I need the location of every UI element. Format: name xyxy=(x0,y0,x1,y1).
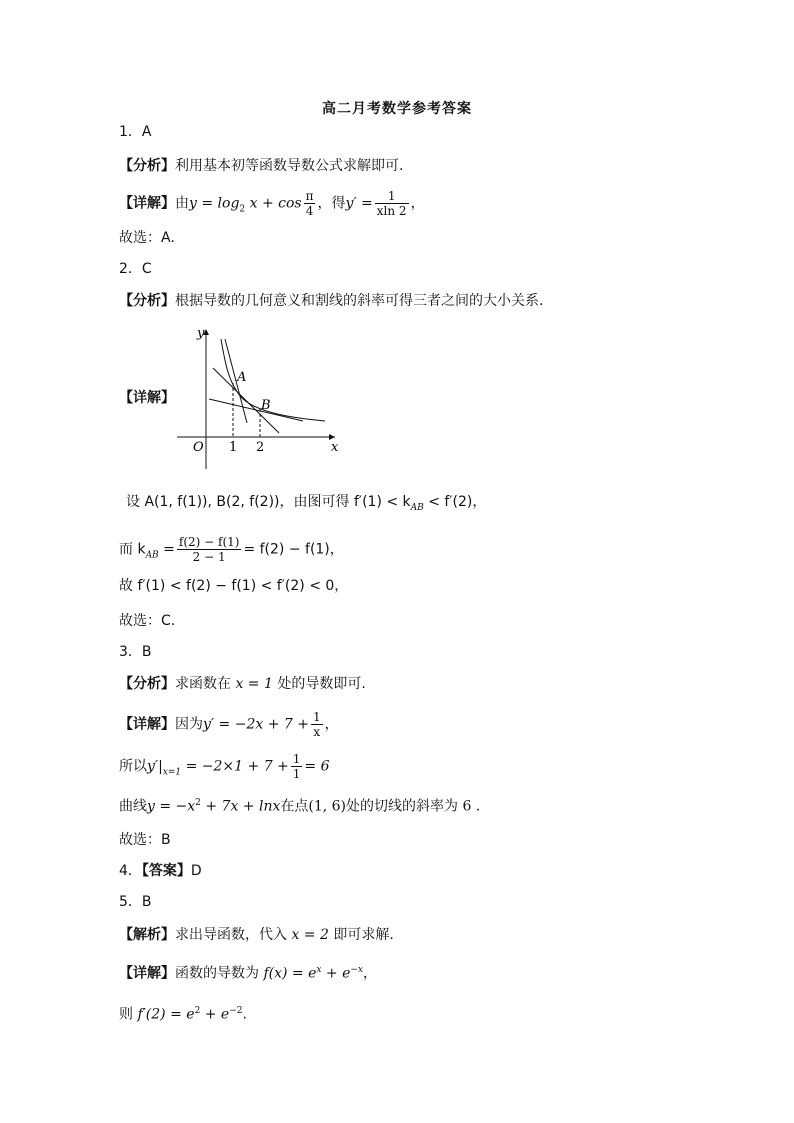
q3-detail-line3 xyxy=(119,793,480,817)
curve-equation-rest: + 7x + lnx xyxy=(200,798,281,815)
answer-value: D xyxy=(190,863,202,879)
line-suffix: 处的切线的斜率为 xyxy=(346,798,459,815)
detail-end: ， xyxy=(410,195,425,212)
q2-number: 2．C xyxy=(119,261,152,277)
derivative-y: y′ = xyxy=(345,195,373,212)
exponent: −x xyxy=(350,965,363,975)
analysis-tag: 【分析】 xyxy=(119,676,175,692)
exponent: −2 xyxy=(229,1006,243,1016)
evaluation-equation: f′(2) = e xyxy=(133,1006,195,1023)
line-end: . xyxy=(242,1006,247,1023)
analysis-suffix: 即可求解. xyxy=(333,927,394,943)
one-over-one-fraction xyxy=(291,752,303,781)
exponent: x xyxy=(316,965,322,975)
derivative-equation: y′ = −2x + 7 + xyxy=(203,716,309,733)
line-prefix: 而 k xyxy=(119,541,146,558)
fraction-numerator: π xyxy=(305,189,314,203)
detail-prefix: 因为 xyxy=(175,716,203,733)
analysis-tag: 【解析】 xyxy=(119,927,175,943)
q4-line xyxy=(119,861,202,881)
q3-detail xyxy=(119,710,339,739)
q3-analysis xyxy=(119,674,366,694)
q2-detail-line1 xyxy=(126,492,486,518)
tick-label-2: 2 xyxy=(256,440,265,455)
fraction-denominator: x xyxy=(313,725,321,739)
q3-detail-line2 xyxy=(119,752,330,782)
equation-middle: + e xyxy=(321,965,351,982)
k-subscript: AB xyxy=(410,502,424,513)
fraction-denominator: 2 − 1 xyxy=(192,550,226,564)
detail-end: ， xyxy=(324,716,339,733)
q5-analysis xyxy=(119,925,394,945)
q5-number: 5．B xyxy=(119,894,152,910)
q2-detail-tag xyxy=(119,388,175,408)
equation-x: x + cos xyxy=(245,195,302,212)
pi-over-4-fraction xyxy=(304,189,316,218)
line-prefix: 则 xyxy=(119,1006,133,1023)
detail-prefix: 函数的导数为 xyxy=(175,965,259,982)
line-end: = f(2) − f(1)， xyxy=(243,541,344,558)
point-coordinates: (1, 6) xyxy=(308,798,347,815)
analysis-tag: 【分析】 xyxy=(119,158,175,174)
q3-answer: 故选：B xyxy=(119,832,171,848)
curve-equation: y = −x xyxy=(147,798,196,815)
q2-detail-line2 xyxy=(119,535,344,565)
detail-tag: 【详解】 xyxy=(119,195,175,212)
analysis-suffix: 处的导数即可. xyxy=(277,676,366,692)
fraction-numerator: 1 xyxy=(312,710,321,724)
q1-number: 1．A xyxy=(119,124,152,140)
q5-detail-line2 xyxy=(119,1001,247,1025)
derivative-symbol: y′| xyxy=(147,758,163,775)
q2-answer: 故选：C. xyxy=(119,613,176,629)
analysis-tag: 【分析】 xyxy=(119,293,175,309)
analysis-text: 利用基本初等函数导数公式求解即可. xyxy=(175,158,404,174)
tangent-secant-graph xyxy=(173,323,348,473)
q5-detail xyxy=(119,960,377,984)
detail-tag: 【详解】 xyxy=(119,716,175,733)
analysis-math: x = 1 xyxy=(231,676,278,692)
q1-analysis xyxy=(119,156,403,176)
evaluation-result: = 6 xyxy=(304,758,330,775)
exponent: 2 xyxy=(194,1006,201,1016)
one-over-xln2-fraction xyxy=(375,189,409,218)
evaluation-equation: = −2×1 + 7 + xyxy=(181,758,289,775)
fraction-denominator: 1 xyxy=(292,767,301,781)
analysis-prefix: 求函数在 xyxy=(175,676,231,692)
point-a-label: A xyxy=(237,370,247,385)
q2-detail-line3: 故 f′(1) < f(2) − f(1) < f′(2) < 0， xyxy=(119,578,349,594)
detail-prefix: 由 xyxy=(175,195,189,212)
exponent: 2 xyxy=(195,798,201,808)
line-end: < f′(2)， xyxy=(423,494,487,510)
slope-value: 6 . xyxy=(458,798,481,815)
point-b-label: B xyxy=(261,398,271,413)
tangent-at-b xyxy=(209,399,303,421)
tick-label-1: 1 xyxy=(229,440,238,455)
line-prefix: 曲线 xyxy=(119,798,147,815)
analysis-text: 根据导数的几何意义和割线的斜率可得三者之间的大小关系. xyxy=(175,293,544,309)
line-prefix: 所以 xyxy=(119,758,147,775)
fraction-numerator: f(2) − f(1) xyxy=(178,535,240,549)
detail-tag: 【详解】 xyxy=(119,965,175,982)
equation-middle: + e xyxy=(200,1006,230,1023)
evaluation-subscript: x=1 xyxy=(162,767,182,778)
detail-tag: 【详解】 xyxy=(119,390,175,406)
answer-tag: 【答案】 xyxy=(141,863,191,879)
fraction-numerator: 1 xyxy=(292,752,301,766)
equation-y: y = log xyxy=(189,195,240,212)
analysis-prefix: 求出导函数，代入 xyxy=(175,927,287,943)
equals-sign: = xyxy=(158,541,175,558)
k-subscript: AB xyxy=(145,550,159,561)
detail-middle: ，得 xyxy=(317,195,346,212)
origin-label: O xyxy=(193,440,204,455)
detail-end: ， xyxy=(363,965,377,982)
x-axis-label: x xyxy=(331,440,339,455)
y-axis-label: y xyxy=(197,326,205,341)
q4-number: 4． xyxy=(119,863,142,879)
log-base: 2 xyxy=(239,204,246,215)
slope-fraction xyxy=(177,535,242,564)
one-over-x-fraction xyxy=(311,710,323,739)
line-middle: 在点 xyxy=(280,798,309,815)
q3-number: 3．B xyxy=(119,644,152,660)
q1-detail xyxy=(119,189,425,219)
fraction-denominator: 4 xyxy=(305,204,314,218)
fraction-numerator: 1 xyxy=(375,189,409,204)
line-text: 设 A(1, f(1)), B(2, f(2))，由图可得 f′(1) < k xyxy=(126,494,411,510)
q1-answer: 故选：A. xyxy=(119,230,175,246)
q2-analysis xyxy=(119,291,543,311)
analysis-math: x = 2 xyxy=(287,927,334,943)
derivative-equation: f(x) = e xyxy=(259,965,317,982)
fraction-denominator: xln 2 xyxy=(376,204,407,218)
page-title: 高二月考数学参考答案 xyxy=(322,101,472,117)
